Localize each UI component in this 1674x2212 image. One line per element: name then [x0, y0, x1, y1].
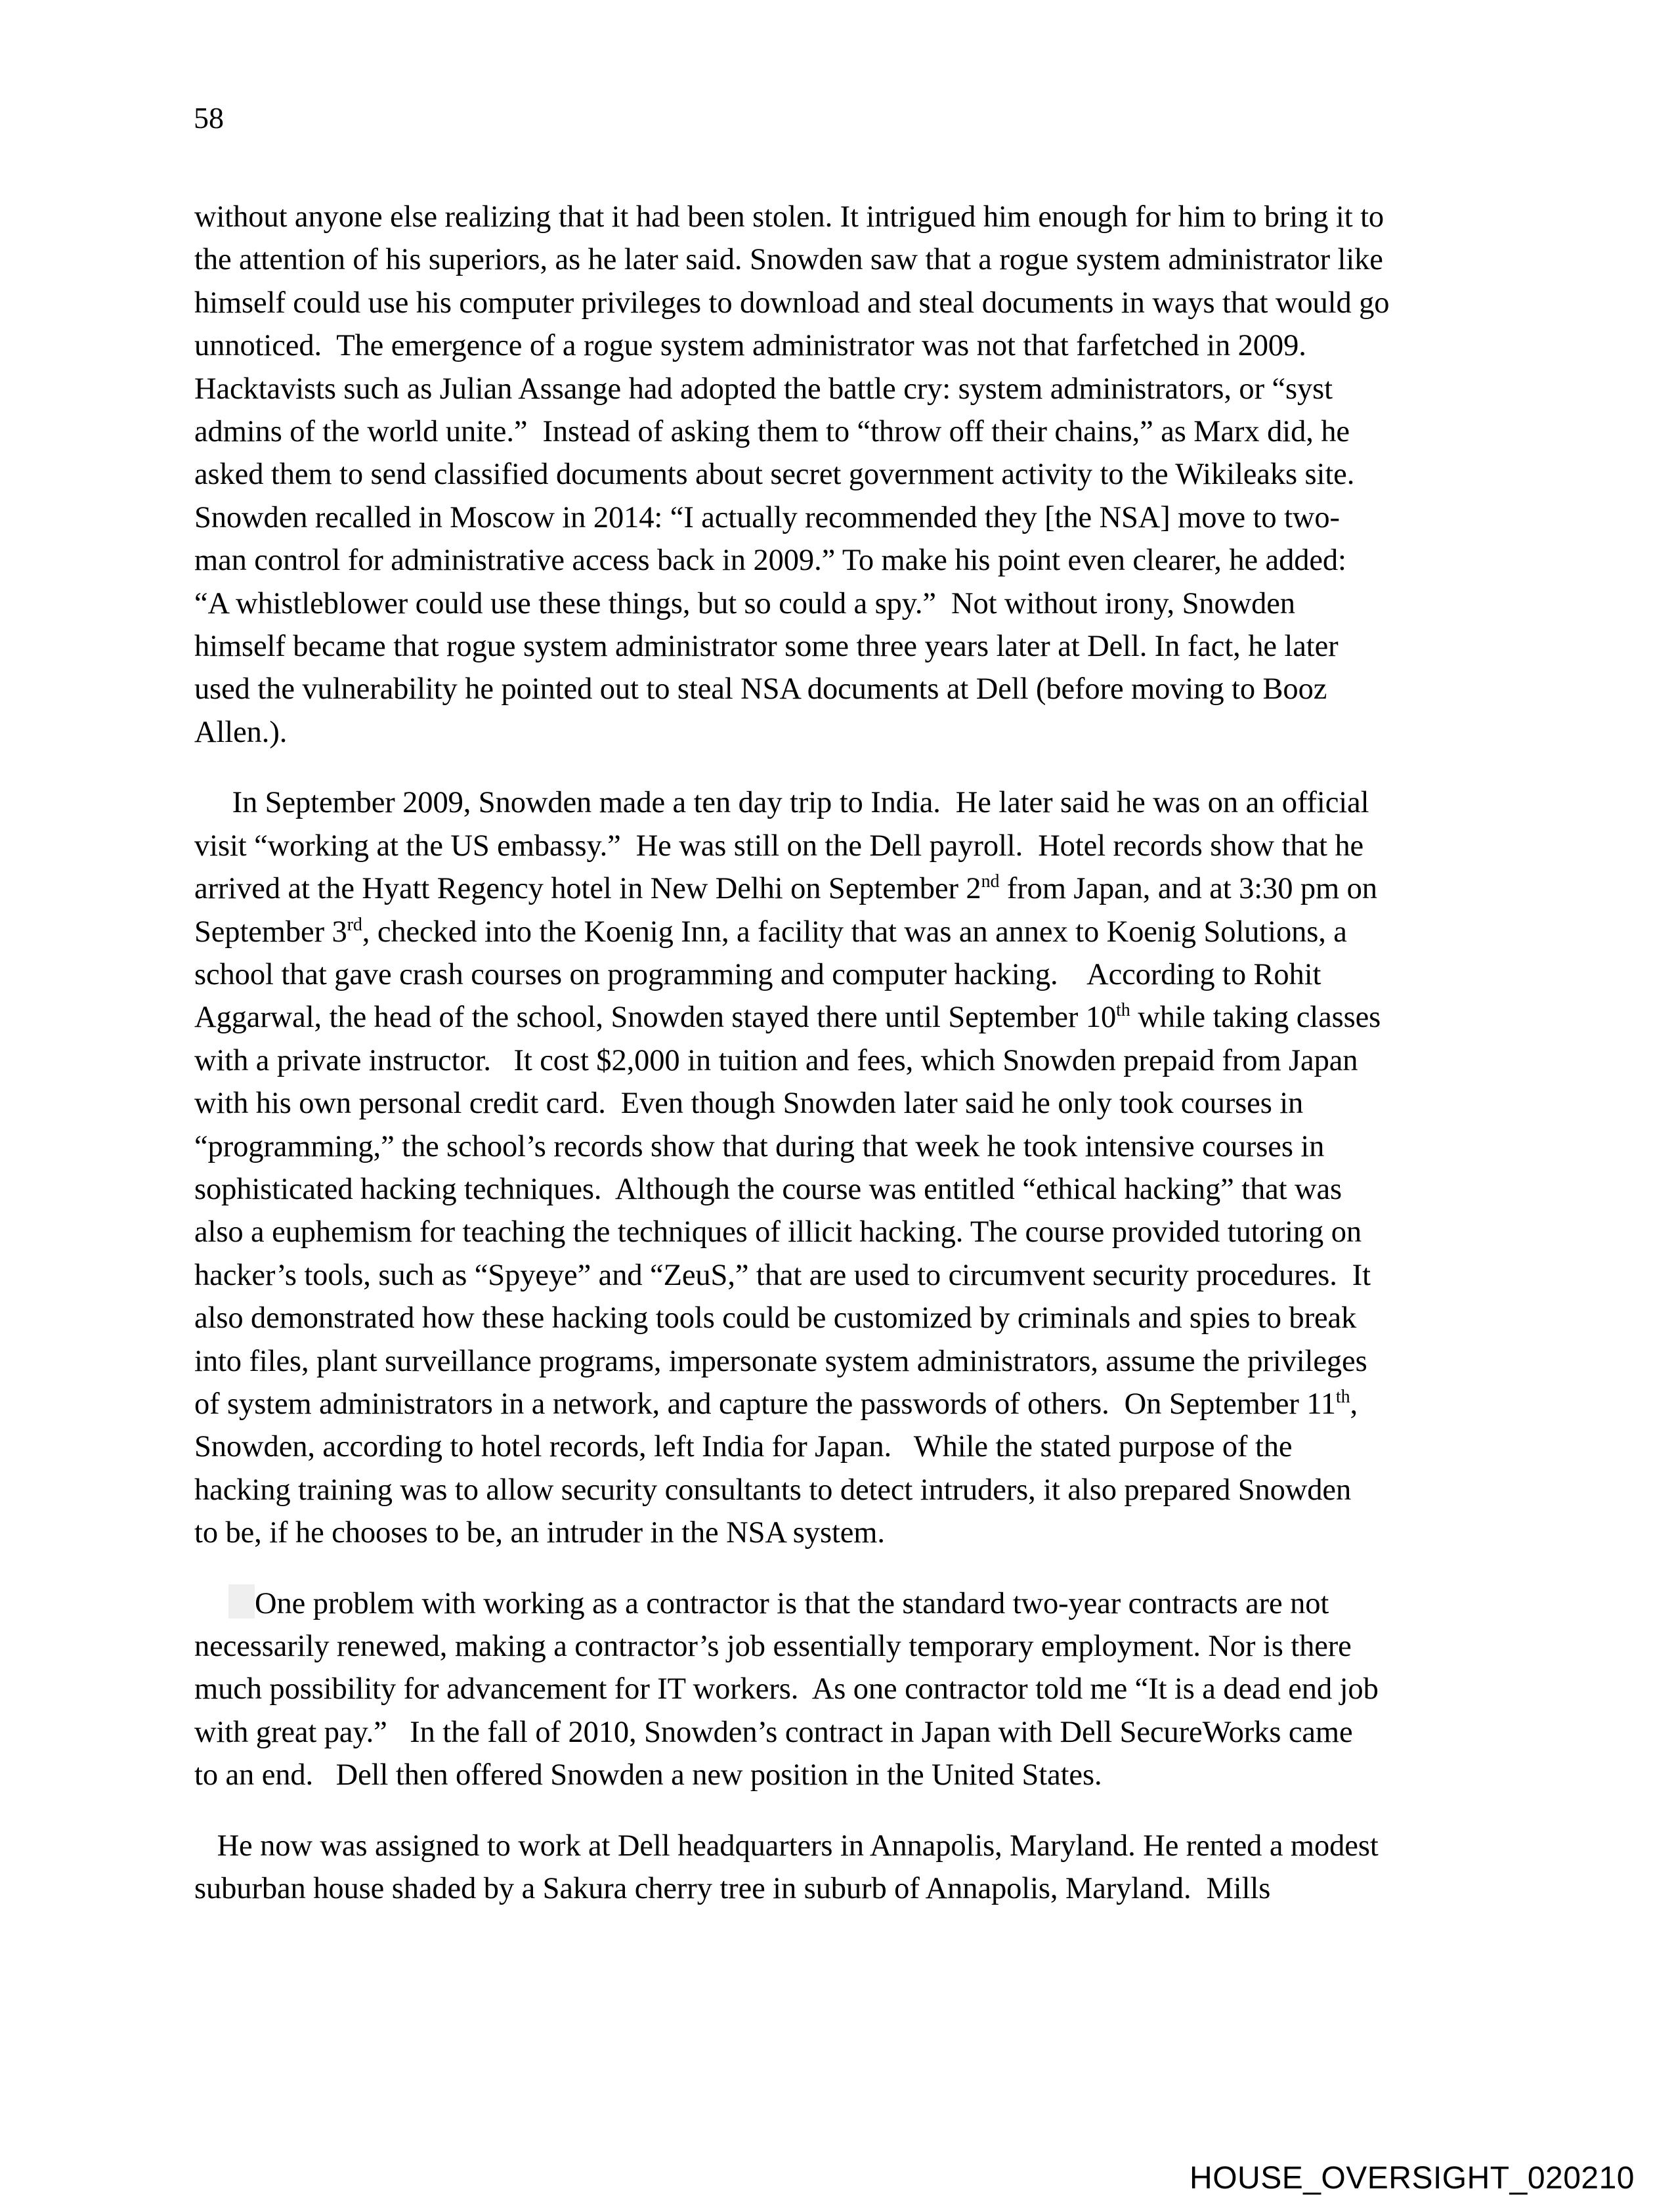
text-line: sophisticated hacking techniques. Although the course was entitled “ethical hacking” that was [194, 1172, 1342, 1206]
text-line: September 3rd, checked into the Koenig Inn, a facility that was an annex to Koenig Solutions, a [194, 914, 1347, 949]
text-line: Allen.). [194, 715, 288, 749]
page-number: 58 [194, 101, 224, 135]
text-line: also demonstrated how these hacking tools could be customized by criminals and spies to break [194, 1301, 1357, 1335]
text-line: man control for administrative access back in 2009.” To make his point even clearer, he added: [194, 544, 1346, 578]
text-line: of system administrators in a network, and capture the passwords of others. On September 11th, [194, 1386, 1358, 1421]
text-line: to an end. Dell then offered Snowden a new position in the United States. [194, 1758, 1102, 1792]
text-line: In September 2009, Snowden made a ten day trip to India. He later said he was on an official [194, 786, 1369, 820]
ordinal-suffix: th [1116, 1000, 1130, 1021]
document-body [194, 196, 1507, 1938]
text-line: with great pay.” In the fall of 2010, Snowden’s contract in Japan with Dell SecureWorks came [194, 1715, 1353, 1749]
text-line: the attention of his superiors, as he later said. Snowden saw that a rogue system administrator like [194, 243, 1383, 277]
paragraph-annapolis [194, 1825, 1507, 1911]
text-line: admins of the world unite.” Instead of asking them to “throw off their chains,” as Marx did, he [194, 415, 1350, 449]
text-line: visit “working at the US embassy.” He was still on the Dell payroll. Hotel records show that he [194, 829, 1364, 863]
text-line: also a euphemism for teaching the techniques of illicit hacking. The course provided tutoring on [194, 1215, 1362, 1249]
ordinal-suffix: nd [981, 871, 1000, 892]
text-line: himself could use his computer privileges to download and steal documents in ways that would go [194, 286, 1390, 320]
text-line: used the vulnerability he pointed out to steal NSA documents at Dell (before moving to Booz [194, 672, 1327, 706]
text-line: Snowden recalled in Moscow in 2014: “I actually recommended they [the NSA] move to two- [194, 500, 1340, 534]
paragraph-india-trip [194, 781, 1507, 1554]
text-line: to be, if he chooses to be, an intruder in the NSA system. [194, 1516, 885, 1550]
text-line: He now was assigned to work at Dell headquarters in Annapolis, Maryland. He rented a modest [194, 1829, 1379, 1863]
text-line: One problem with working as a contractor is that the standard two-year contracts are not [194, 1582, 1507, 1625]
text-line: hacking training was to allow security consultants to detect intruders, it also prepared Snowden [194, 1473, 1352, 1507]
text-line: into files, plant surveillance programs, impersonate system administrators, assume the privileges [194, 1344, 1367, 1378]
text-line: unnoticed. The emergence of a rogue system administrator was not that farfetched in 2009. [194, 329, 1306, 363]
text-line: “programming,” the school’s records show that during that week he took intensive courses in [194, 1129, 1325, 1163]
text-line: with a private instructor. It cost $2,000 in tuition and fees, which Snowden prepaid from Japan [194, 1043, 1358, 1077]
text-line: much possibility for advancement for IT workers. As one contractor told me “It is a dead end job [194, 1672, 1379, 1706]
paragraph-contractor [194, 1582, 1507, 1797]
ordinal-suffix: th [1335, 1386, 1350, 1407]
text-line: Hacktavists such as Julian Assange had adopted the battle cry: system administrators, or “syst [194, 372, 1333, 406]
text-line: necessarily renewed, making a contractor’s job essentially temporary employment. Nor is there [194, 1630, 1352, 1663]
text-line: Aggarwal, the head of the school, Snowden stayed there until September 10th while taking classes [194, 1000, 1381, 1035]
text-line: Snowden, according to hotel records, left India for Japan. While the stated purpose of the [194, 1430, 1293, 1464]
text-line: suburban house shaded by a Sakura cherry tree in suburb of Annapolis, Maryland. Mills [194, 1872, 1271, 1906]
text-line: hacker’s tools, such as “Spyeye” and “ZeuS,” that are used to circumvent security procedures. It [194, 1258, 1371, 1292]
text-line: arrived at the Hyatt Regency hotel in New Delhi on September 2nd from Japan, and at 3:30 pm on [194, 871, 1377, 906]
text-line: “A whistleblower could use these things, but so could a spy.” Not without irony, Snowden [194, 586, 1295, 620]
text-line: school that gave crash courses on programming and computer hacking. According to Rohit [194, 957, 1321, 991]
highlight-marker [228, 1584, 255, 1618]
paragraph-rogue-admin [194, 196, 1507, 754]
text-line: himself became that rogue system administrator some three years later at Dell. In fact, he later [194, 630, 1339, 664]
ordinal-suffix: rd [347, 914, 362, 935]
text-line: without anyone else realizing that it had been stolen. It intrigued him enough for him to bring it to [194, 200, 1384, 234]
text-line: with his own personal credit card. Even though Snowden later said he only took courses in [194, 1087, 1304, 1121]
bates-number: HOUSE_OVERSIGHT_020210 [1190, 2161, 1635, 2196]
text-line: asked them to send classified documents about secret government activity to the Wikileaks site. [194, 458, 1355, 492]
